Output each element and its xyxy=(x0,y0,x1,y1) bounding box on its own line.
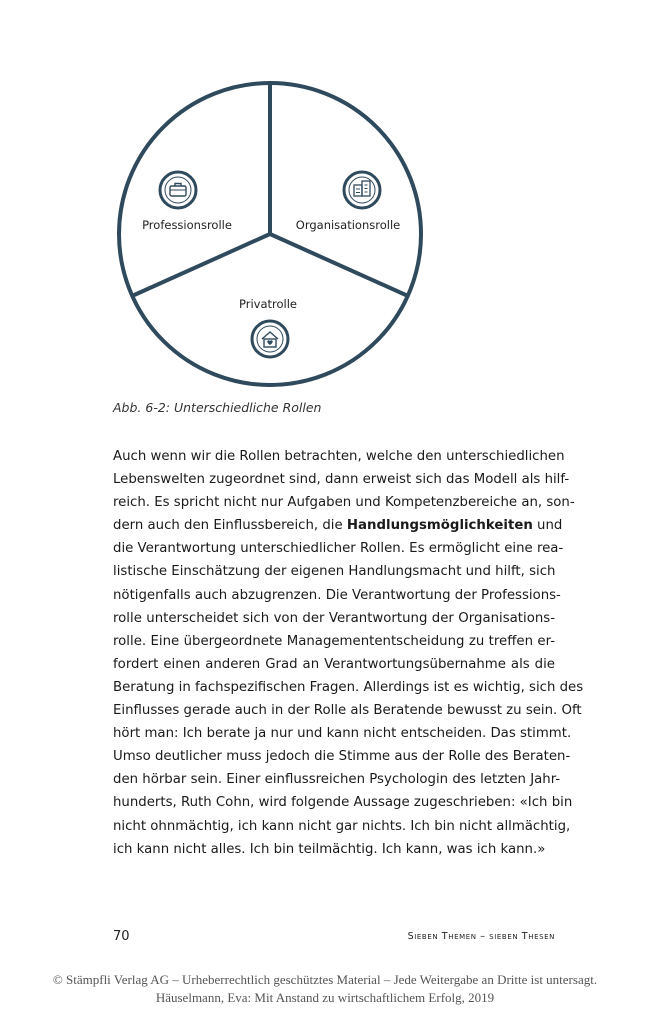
divider-right xyxy=(270,234,408,296)
text-line: die Verantwortung unterschiedlicher Rollen. Es ermöglicht eine rea- xyxy=(113,541,564,557)
text-line: ich kann nicht alles. Ich bin teilmächtig. Ich kann, was ich kann.» xyxy=(113,841,546,857)
text-line: hunderts, Ruth Cohn, wird folgende Aussage zugeschrieben: «Ich bin xyxy=(113,795,573,811)
segment-label-private: Privatrolle xyxy=(239,297,297,311)
text-line: fordert einen anderen Grad an Verantwortungsübernahme als die xyxy=(113,656,555,672)
text-line: nicht ohnmächtig, ich kann nicht gar nichts. Ich bin nicht allmächtig, xyxy=(113,818,571,834)
roles-diagram xyxy=(0,0,650,395)
divider-left xyxy=(132,234,270,296)
text-line: den hörbar sein. Einer einflussreichen Psychologin des letzten Jahr- xyxy=(113,772,561,788)
text-line xyxy=(113,514,563,537)
text-line: Umso deutlicher muss jedoch die Stimme aus der Rolle des Beraten- xyxy=(113,749,571,765)
text-line: reich. Es spricht nicht nur Aufgaben und Kompetenzbereiche an, son- xyxy=(113,495,575,511)
emphasis-term: Handlungsmöglichkeiten xyxy=(346,518,533,534)
body-paragraph xyxy=(113,445,584,861)
text-line: Beratung in fachspezifischen Fragen. Allerdings ist es wichtig, sich des xyxy=(113,679,584,695)
segment-label-organisation: Organisationsrolle xyxy=(295,218,401,232)
text-fragment: und xyxy=(532,518,563,534)
running-head: Sieben Themen – sieben Thesen xyxy=(407,931,555,942)
text-line: listische Einschätzung der eigenen Handlungsmacht und hilft, sich xyxy=(113,564,556,580)
text-line: rolle. Eine übergeordnete Managemententscheidung zu treffen er- xyxy=(113,633,555,649)
building-icon xyxy=(344,172,380,208)
home-icon xyxy=(252,321,288,357)
page-number: 70 xyxy=(113,929,130,944)
copyright-notice: © Stämpfli Verlag AG – Urheberrechtlich geschütztes Material – Jede Weitergabe an Dritte ist untersagt. xyxy=(52,972,598,987)
figure-caption: Abb. 6-2: Unterschiedliche Rollen xyxy=(113,400,322,415)
text-line: rolle unterscheidet sich von der Verantwortung der Organisations- xyxy=(113,610,555,626)
segment-label-profession: Professionsrolle xyxy=(142,218,232,232)
text-line: Auch wenn wir die Rollen betrachten, welche den unterschiedlichen xyxy=(113,449,565,464)
text-line: Einflusses gerade auch in der Rolle als Beratende bewusst zu sein. Oft xyxy=(113,703,582,719)
text-fragment: dern auch den Einflussbereich, die xyxy=(113,518,347,534)
briefcase-icon xyxy=(160,172,196,208)
text-line: nötigenfalls auch abzugrenzen. Die Verantwortung der Professions- xyxy=(113,587,561,603)
book-citation: Häuselmann, Eva: Mit Anstand zu wirtschaftlichem Erfolg, 2019 xyxy=(155,990,495,1005)
text-line: Lebenswelten zugeordnet sind, dann erweist sich das Modell als hilf- xyxy=(113,472,570,488)
text-line: hört man: Ich berate ja nur und kann nicht entscheiden. Das stimmt. xyxy=(113,726,572,742)
